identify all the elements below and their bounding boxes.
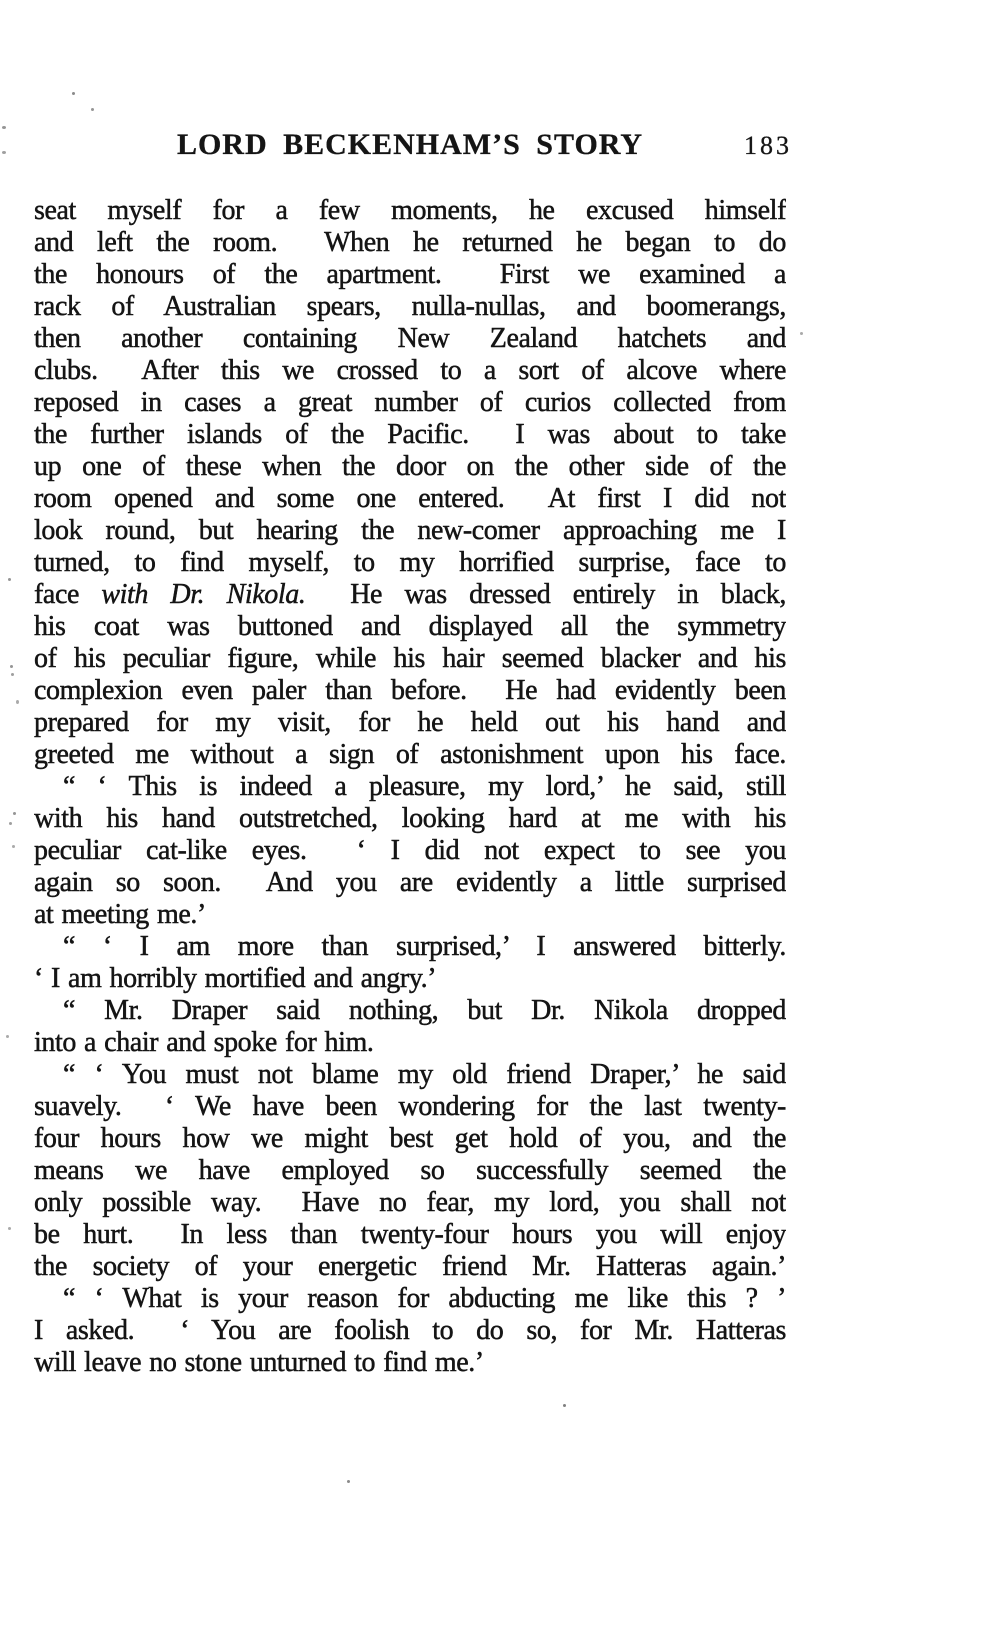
scan-speck bbox=[9, 822, 12, 825]
italic-text: with Dr. Nikola. bbox=[101, 579, 306, 610]
text-line: the society of your energetic friend Mr. Hatteras again.’ bbox=[34, 1251, 786, 1282]
text-line: “ ‘ What is your reason for abducting me like this ? ’ bbox=[63, 1283, 786, 1314]
text-line: turned, to find myself, to my horrified surprise, face to bbox=[34, 547, 786, 578]
text-line: up one of these when the door on the other side of the bbox=[34, 451, 786, 482]
text-line: the further islands of the Pacific. I was about to take bbox=[34, 419, 786, 450]
text-line: his coat was buttoned and displayed all the symmetry bbox=[34, 611, 786, 642]
scan-speck bbox=[8, 1227, 11, 1230]
plain-text: face bbox=[34, 579, 102, 610]
running-header bbox=[34, 127, 792, 167]
text-line: room opened and some one entered. At first I did not bbox=[34, 483, 786, 514]
text-line: clubs. After this we crossed to a sort of alcove where bbox=[34, 355, 786, 386]
text-line: rack of Australian spears, nulla-nullas, and boomerangs, bbox=[34, 291, 786, 322]
text-line: look round, but hearing the new-comer approaching me I bbox=[34, 515, 786, 546]
text-line: prepared for my visit, for he held out his hand and bbox=[34, 707, 786, 738]
text-line: “ ‘ This is indeed a pleasure, my lord,’ he said, still bbox=[63, 771, 786, 802]
scan-speck bbox=[347, 1480, 350, 1483]
text-line: ‘ I am horribly mortified and angry.’ bbox=[34, 963, 437, 994]
scan-speck bbox=[72, 92, 75, 95]
scan-speck bbox=[12, 845, 15, 848]
scan-speck bbox=[16, 700, 19, 704]
scan-speck bbox=[10, 665, 13, 668]
text-line: “ ‘ I am more than surprised,’ I answered bitterly. bbox=[63, 931, 786, 962]
scan-speck bbox=[8, 578, 11, 581]
text-line: at meeting me.’ bbox=[34, 899, 206, 930]
text-line: will leave no stone unturned to find me.’ bbox=[34, 1347, 484, 1378]
text-line: “ ‘ You must not blame my old friend Draper,’ he said bbox=[63, 1059, 786, 1090]
text-line: reposed in cases a great number of curios collected from bbox=[34, 387, 786, 418]
text-line: the honours of the apartment. First we examined a bbox=[34, 259, 786, 290]
scan-speck bbox=[2, 151, 6, 154]
text-line: I asked. ‘ You are foolish to do so, for Mr. Hatteras bbox=[34, 1315, 786, 1346]
scan-speck bbox=[13, 812, 16, 815]
scan-speck bbox=[563, 1404, 566, 1407]
scan-speck bbox=[2, 126, 6, 129]
scan-speck bbox=[91, 108, 94, 111]
scan-speck bbox=[11, 673, 14, 676]
page-title: LORD BECKENHAM’S STORY bbox=[176, 128, 644, 161]
text-line: of his peculiar figure, while his hair seemed blacker and his bbox=[34, 643, 786, 674]
text-line: peculiar cat-like eyes. ‘ I did not expect to see you bbox=[34, 835, 786, 866]
text-line: only possible way. Have no fear, my lord, you shall not bbox=[34, 1187, 786, 1218]
text-line: suavely. ‘ We have been wondering for the last twenty- bbox=[34, 1091, 786, 1122]
scan-speck bbox=[6, 1035, 9, 1038]
body-text bbox=[34, 195, 786, 1379]
text-line: into a chair and spoke for him. bbox=[34, 1027, 374, 1058]
text-line bbox=[34, 579, 786, 611]
plain-text: He was dressed entirely in black, bbox=[305, 579, 786, 610]
page-number: 183 bbox=[744, 131, 792, 160]
text-line: with his hand outstretched, looking hard at me with his bbox=[34, 803, 786, 834]
text-line: again so soon. And you are evidently a little surprised bbox=[34, 867, 786, 898]
text-line: “ Mr. Draper said nothing, but Dr. Nikola dropped bbox=[63, 995, 786, 1026]
text-line: greeted me without a sign of astonishment upon his face. bbox=[34, 739, 786, 770]
scan-speck bbox=[800, 332, 803, 335]
text-line: then another containing New Zealand hatchets and bbox=[34, 323, 786, 354]
text-line: and left the room. When he returned he began to do bbox=[34, 227, 786, 258]
text-line: means we have employed so successfully seemed the bbox=[34, 1155, 786, 1186]
text-line: four hours how we might best get hold of you, and the bbox=[34, 1123, 786, 1154]
text-line: be hurt. In less than twenty-four hours you will enjoy bbox=[34, 1219, 786, 1250]
text-line: complexion even paler than before. He had evidently been bbox=[34, 675, 786, 706]
text-line: seat myself for a few moments, he excused himself bbox=[34, 195, 786, 226]
